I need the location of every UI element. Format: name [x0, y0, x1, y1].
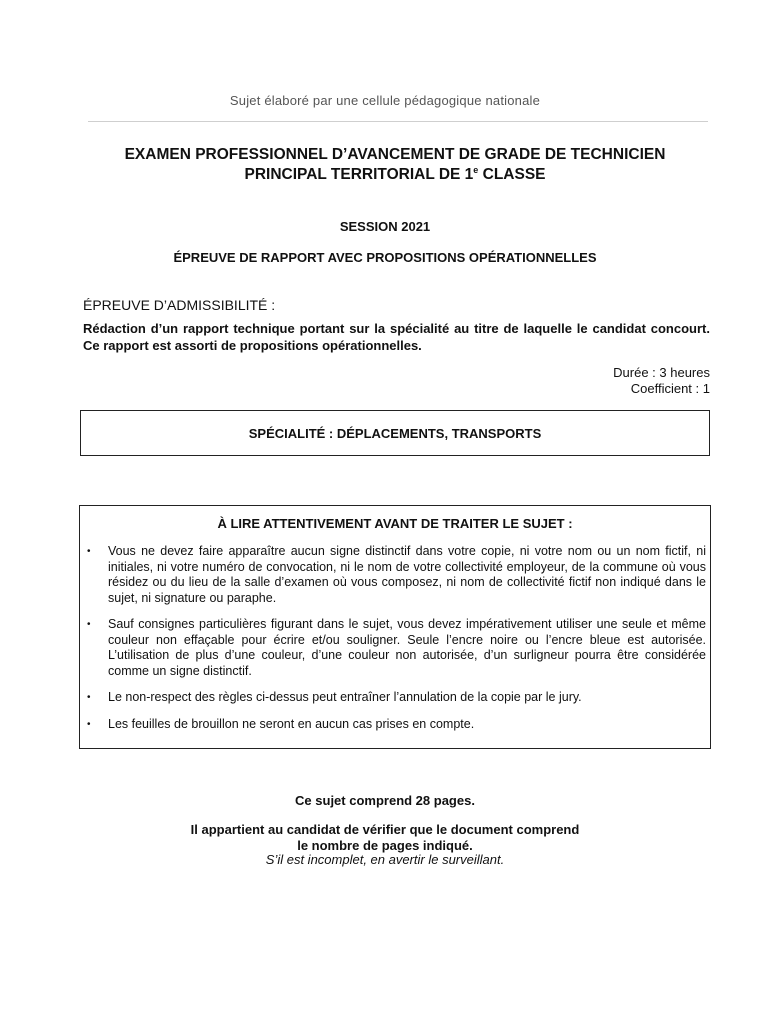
admissibilite-label: ÉPREUVE D’ADMISSIBILITÉ : — [83, 297, 276, 313]
exam-title-line-2-prefix: PRINCIPAL TERRITORIAL DE 1 — [244, 166, 474, 183]
bullet-icon: • — [87, 718, 91, 730]
verify-line-1: Il appartient au candidat de vérifier que le document comprend — [190, 822, 580, 837]
instruction-item — [80, 617, 710, 679]
instruction-text: Les feuilles de brouillon ne seront en aucun cas prises en compte. — [108, 716, 475, 731]
header-note: Sujet élaboré par une cellule pédagogique nationale — [229, 93, 541, 108]
admissibilite-description: Rédaction d’un rapport technique portant sur la spécialité au titre de laquelle le candidat concourt. Ce rapport est assorti de propositions opérationnelles. — [83, 321, 710, 353]
bullet-icon: • — [87, 619, 91, 630]
instructions-box — [79, 505, 711, 749]
coefficient-text: Coefficient : 1 — [630, 381, 710, 396]
instruction-text: Sauf consignes particulières figurant dans le sujet, vous devez impérativement utiliser une seule et même couleur non effaçable pour écrire et/ou souligner. Seule l’encre noire ou l’encre bleue est autorisée. L’utilisation de plus d’une couleur, d’une couleur non autorisée, d’un surligneur pourra être considérée comme un signe distinctif. — [108, 617, 706, 678]
specialite-box — [80, 410, 710, 456]
exam-title-line-1: EXAMEN PROFESSIONNEL D’AVANCEMENT DE GRADE DE TECHNICIEN — [124, 146, 666, 163]
duration-text: Durée : 3 heures — [613, 365, 710, 380]
verify-notice — [0, 822, 770, 854]
instruction-item — [80, 690, 710, 706]
incomplete-notice: S’il est incomplet, en avertir le surveillant. — [265, 852, 505, 867]
instruction-text: Vous ne devez faire apparaître aucun signe distinctif dans votre copie, ni votre nom ou un nom fictif, ni initiales, ni votre numéro de convocation, ni le nom de votre collectivité employeur, de la commune où vous résidez ou du lieu de la salle d’examen où vous composez, ni nom de collectivité fictif non indiqué dans le sujet, ni signature ou paraphe. — [108, 544, 706, 605]
epreuve-title: ÉPREUVE DE RAPPORT AVEC PROPOSITIONS OPÉRATIONNELLES — [173, 250, 597, 265]
verify-line-2: le nombre de pages indiqué. — [297, 838, 473, 853]
bullet-icon: • — [87, 692, 91, 703]
exam-title-line-2 — [60, 165, 730, 185]
instruction-text: Le non-respect des règles ci-dessus peut entraîner l’annulation de la copie par le jury. — [108, 690, 582, 704]
bullet-icon: • — [87, 546, 91, 557]
exam-duration-block — [613, 365, 710, 397]
instructions-list — [80, 544, 710, 743]
instruction-item — [80, 544, 710, 606]
session-label: SESSION 2021 — [339, 219, 431, 234]
specialite-text: SPÉCIALITÉ : DÉPLACEMENTS, TRANSPORTS — [248, 425, 542, 441]
page-count-notice: Ce sujet comprend 28 pages. — [295, 793, 475, 808]
exam-title-superscript: e — [473, 164, 479, 175]
exam-title-line-2-suffix: CLASSE — [478, 166, 546, 183]
instruction-item — [80, 717, 710, 733]
instructions-title: À LIRE ATTENTIVEMENT AVANT DE TRAITER LE SUJET : — [217, 516, 573, 531]
header-divider — [88, 121, 708, 122]
exam-title — [60, 145, 730, 185]
